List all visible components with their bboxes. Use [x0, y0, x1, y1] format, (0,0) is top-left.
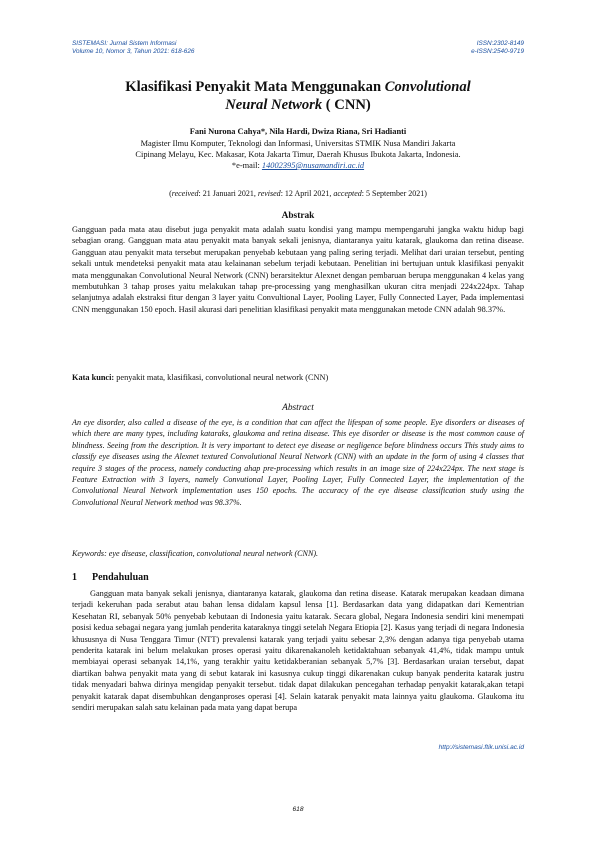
title-part3: Neural Network [225, 97, 323, 113]
article-dates [60, 188, 536, 199]
keywords-en: Keywords: eye disease, classification, convolutional neural network (CNN). [72, 549, 319, 558]
email-label: *e-mail: [231, 161, 262, 170]
title-part4: ( CNN) [322, 97, 371, 113]
page-number: 618 [292, 806, 304, 813]
kata-kunci-label: Kata kunci: [72, 373, 115, 382]
abstrak-heading: Abstrak [281, 211, 315, 221]
revised-date: : 12 April 2021, [280, 189, 334, 198]
affiliation [60, 138, 536, 171]
dates-open: ( [169, 189, 172, 198]
affiliation-line2: Cipinang Melayu, Kec. Makasar, Kota Jakarta Timur, Daerah Khusus Ibukota Jakarta, Indonesia. [135, 150, 461, 159]
introduction-text: Gangguan mata banyak sekali jenisnya, diantaranya katarak, glaukoma dan retina disease. Katarak merupakan keadaan dimana terjadi kekeruhan pada serabut atau bahan lensa didalam kapsul lensa [1]. Berdasarkan data yang didapatkan dari Kementrian Kesehatan RI, sebanyak 50% penyebab kebutaan di Indonesia yaitu katarak. Secara global, Negara Indonesia sendiri kini menempati posisi kedua sebagai negara yang jumlah penderita kataraknya tinggi setelah Negara Etiopia [2]. Kasus yang terjadi di negara Indonesia khususnya di Nusa Tenggara Timur (NTT) prevalensi katarak yang terjadi yaitu sebesar 2,3% dengan adanya tiga penyebab utama penderita katarak ini belum melakukan proses operasi yaitu dikarenakanoleh ketidaktahuan sebanyak 41,4%, tidak mampu untuk membiayai operasi sebanyak 14,1%, yang terakhir yaitu ketidakberanian sebanyak 5,7% [3]. Berdasarkan uraian tersebut, dapat diartikan bahwa penyakit mata yang di sebut katarak ini kasusnya cukup tinggi dikarenakan cukup banyak penderita katarak justru tidak menyadari bahwa dirinya mengidap penyakit tersebut. tidak dapat dilakukan pencegahan terhadap penyakit katarak,akan tetapi penyakit katarak dapat disembuhkan denganproses operasi [4]. Selain katarak penyakit mata lainnya yaitu glaukoma. Glaukoma itu sendiri merupakan salah satu kelainan pada mata yang dapat berupa [72, 589, 524, 713]
abstract-heading: Abstract [282, 403, 314, 413]
issn: ISSN:2302-8149 [476, 40, 524, 47]
affiliation-line1: Magister Ilmu Komputer, Teknologi dan Informasi, Universitas STMIK Nusa Mandiri Jakarta [140, 139, 456, 148]
author-list: Fani Nurona Cahya*, Nila Hardi, Dwiza Riana, Sri Hadianti [189, 127, 407, 136]
abstrak-text: Gangguan pada mata atau disebut juga penyakit mata adalah suatu kondisi yang mampu mempengaruhi jangka waktu hidup bagi sebagian orang. Gangguan mata atau penyakit mata banyak sekali jenisnya, diantaranya yaitu katarak, glaukoma dan retina disease. Gangguan atau penyakit mata tersebut merupakan penyebab kebutaan yang paling sering terjadi. Melihat dari uraian tersebut, penting sekali untuk mendeteksi penyakit mata atau kelainanan sebelum terjadi kebutaan. Penelitian ini bertujuan untuk klasifikasi penyakit mata menggunakan Convolutional Neural Network (CNN) berarsitektur Alexnet dengan pembaruan berupa menggunakan 4 kelas yang membutuhkan 3 tahap proses yaitu melakukan tahap pre-processing yang menghasilkan ukuran citra menjadi 224x224px. Tahap selanjutnya adalah ekstraksi fitur dengan 3 layer yaitu Convultional Layer, Pooling Layer, Fully Connected Layer, Pada implementasi CNN menggunakan 150 epoch. Hasil akurasi dari penelitian klasifikasi penyakit mata menggunakan metode CNN adalah 98.37%. [72, 225, 524, 314]
section-number: 1 [72, 572, 77, 583]
accepted-label: accepted [333, 189, 362, 198]
title-part2: Convolutional [384, 79, 471, 95]
received-date: : 21 Januari 2021, [198, 189, 258, 198]
revised-label: revised [257, 189, 281, 198]
email-line [60, 160, 536, 171]
accepted-date: : 5 September 2021) [361, 189, 427, 198]
journal-header-left [72, 40, 194, 56]
kata-kunci [72, 372, 524, 383]
paper-title [60, 78, 536, 114]
title-part1: Klasifikasi Penyakit Mata Menggunakan [125, 79, 385, 95]
email-link[interactable]: 14002395@nusamandiri.ac.id [261, 161, 365, 170]
journal-url[interactable]: http://sistemasi.ftik.unisi.ac.id [438, 744, 524, 751]
section-heading [72, 572, 149, 583]
journal-volume: Volume 10, Nomor 3, Tahun 2021: 618-626 [72, 48, 195, 55]
abstract-text: An eye disorder, also called a disease of the eye, is a condition that can affect the lifespan of some people. Eye disorders or diseases of which there are many types, including kataraks, glaukoma and retina disease. This eye disorder or disease is the most common cause of blindness. Seeing from the description. It is very important to detect eye disease or negligence before blindness occurs This study aims to classify eye diseases using the Alexnet textured Convolutional Neural Network (CNN) with an update in the form of using 4 classes that require 3 stages of the process, namely conducting ahap pre-processing which results in an image size of 224x224px. The next stage is Feature Extraction with 3 layers, namely Convutional Layer, Pooling Layer, Fully Connected Layer, the implementation of the Convolutional Neural Network implementation uses 150 epochs. The accuracy of the eye disease classification study using the Convolutional Neural Network method was 98.37%. [72, 418, 524, 507]
eissn: e-ISSN:2540-9719 [471, 48, 524, 55]
journal-name: SISTEMASI: Jurnal Sistem Informasi [72, 40, 177, 47]
kata-kunci-values: penyakit mata, klasifikasi, convolutional neural network (CNN) [114, 373, 329, 382]
section-title: Pendahuluan [92, 572, 149, 583]
received-label: received [171, 189, 199, 198]
journal-header-right [471, 40, 524, 56]
